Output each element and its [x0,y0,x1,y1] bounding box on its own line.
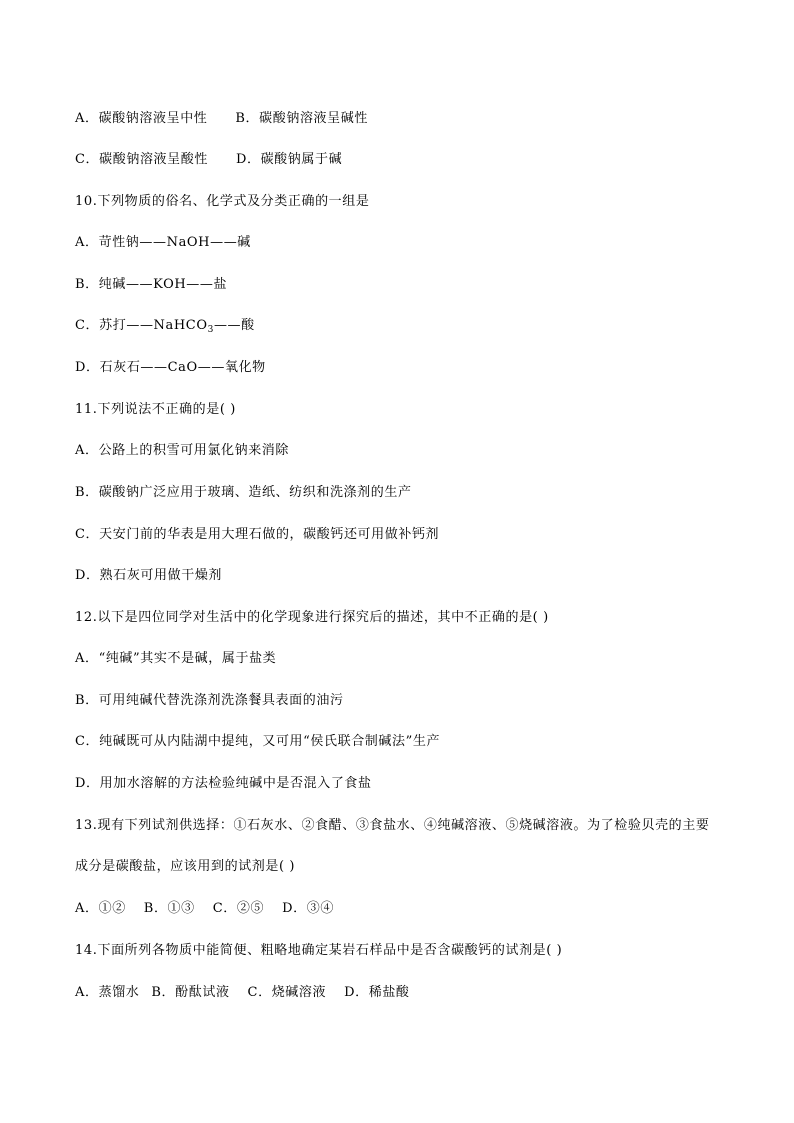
q11-option-d: D．熟石灰可用做干燥剂 [75,568,223,583]
q9-option-b: B．碳酸钠溶液呈碱性 [235,111,368,126]
q13-options [75,901,334,917]
q9-option-d: D．碳酸钠属于碱 [235,152,343,167]
q10-option-d: D．石灰石——CaO——氧化物 [75,360,266,375]
q12-stem: 12.以下是四位同学对生活中的化学现象进行探究后的描述，其中不正确的是( ) [75,610,549,625]
q11-option-c: C．天安门前的华表是用大理石做的，碳酸钙还可用做补钙剂 [75,527,440,542]
q9-option-a: A．碳酸钠溶液呈中性 [75,111,208,126]
q9-options-ab [75,111,368,127]
q11-option-b: B．碳酸钠广泛应用于玻璃、造纸、纺织和洗涤剂的生产 [75,485,412,500]
q14-option-c: C．烧碱溶液 [247,985,327,1000]
q12-option-a: A．“纯碱”其实不是碱，属于盐类 [75,651,277,666]
q14-options [75,985,410,1001]
q11-option-a: A．公路上的积雪可用氯化钠来消除 [75,443,289,458]
q14-option-b: B．酚酞试液 [151,985,230,1000]
q14-option-d: D．稀盐酸 [344,985,410,1000]
q10-option-c [75,318,255,334]
q14-stem: 14.下面所列各物质中能简便、粗略地确定某岩石样品中是否含碳酸钙的试剂是( ) [75,943,563,958]
q9-option-c: C．碳酸钠溶液呈酸性 [75,152,208,167]
q12-option-d: D．用加水溶解的方法检验纯碱中是否混入了食盐 [75,776,372,791]
q13-stem-line1: 13.现有下列试剂供选择：①石灰水、②食醋、③食盐水、④纯碱溶液、⑤烧碱溶液。为了检验贝壳的主要 [75,818,710,833]
q10-option-c-pre: C．苏打——NaHCO [75,318,208,333]
q10-option-b: B．纯碱——KOH——盐 [75,277,228,292]
q13-option-c: C．②⑤ [212,901,265,916]
q10-option-c-sub: 3 [207,325,214,335]
q13-stem-line2: 成分是碳酸盐，应该用到的试剂是( ) [75,859,296,874]
q14-option-a: A．蒸馏水 [75,985,140,1000]
q10-stem: 10.下列物质的俗名、化学式及分类正确的一组是 [75,194,370,209]
q11-stem: 11.下列说法不正确的是( ) [75,402,236,417]
q9-options-cd [75,152,342,168]
q10-option-a: A．苛性钠——NaOH——碱 [75,235,251,250]
q12-option-b: B．可用纯碱代替洗涤剂洗涤餐具表面的油污 [75,693,344,708]
q13-option-d: D．③④ [282,901,334,916]
q12-option-c: C．纯碱既可从内陆湖中提纯，又可用“侯氏联合制碱法”生产 [75,734,441,749]
q13-option-b: B．①③ [143,901,195,916]
q13-option-a: A．①② [75,901,126,916]
q10-option-c-post: ——酸 [213,318,255,333]
